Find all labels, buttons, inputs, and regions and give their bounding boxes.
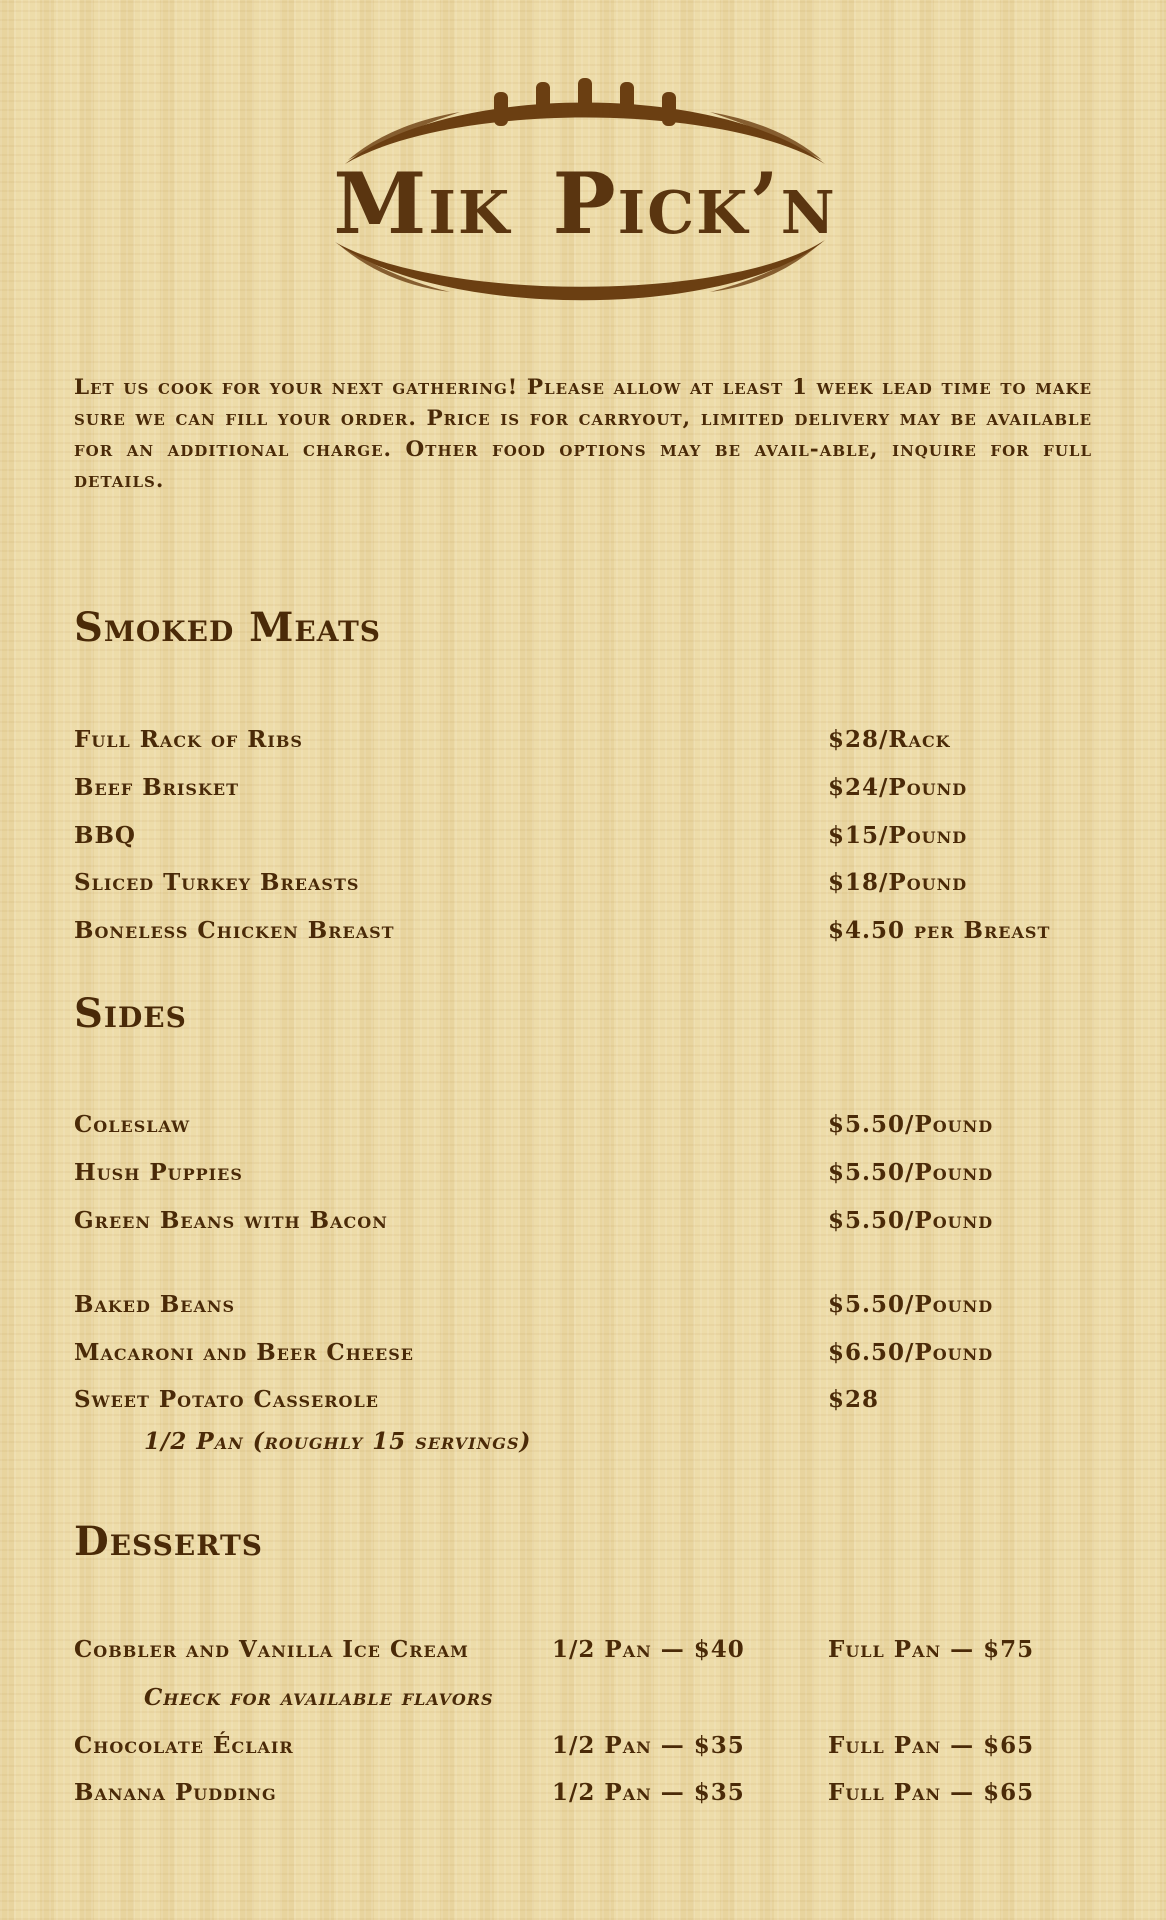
half-pan-price: 1/2 Pan — $35: [552, 1779, 745, 1806]
item-price: $4.50 per Breast: [828, 917, 1051, 944]
item-name: Banana Pudding: [74, 1779, 277, 1806]
menu-item: [74, 1291, 1114, 1335]
logo: [330, 72, 840, 322]
item-name: Hush Puppies: [74, 1159, 243, 1186]
menu-item: [74, 726, 1114, 770]
menu-item: [74, 1779, 1114, 1823]
restaurant-name: Mik Pick’n: [333, 154, 837, 253]
full-pan-price: Full Pan — $65: [828, 1779, 1035, 1806]
menu-item: [74, 822, 1114, 866]
item-note: Check for available flavors: [144, 1684, 494, 1711]
item-price: $6.50/Pound: [828, 1339, 994, 1366]
item-name: Full Rack of Ribs: [74, 726, 303, 753]
intro-paragraph: Let us cook for your next gathering! Please allow at least 1 week lead time to make sure we can fill your order. Price is for carryout, limited delivery may be available for an additional charge. Other food options may be avail-able, inquire for full details.: [74, 375, 1092, 493]
item-name: Boneless Chicken Breast: [74, 917, 395, 944]
item-price: $5.50/Pound: [828, 1159, 994, 1186]
item-name: Cobbler and Vanilla Ice Cream: [74, 1636, 469, 1663]
menu-item: [74, 1732, 1114, 1776]
item-name: Baked Beans: [74, 1291, 236, 1318]
item-price: $24/Pound: [828, 774, 968, 801]
item-note: 1/2 Pan (roughly 15 servings): [144, 1428, 532, 1455]
menu-item: [74, 869, 1114, 913]
menu-item: [74, 1339, 1114, 1383]
section-heading-smoked-meats: Smoked Meats: [74, 604, 382, 651]
item-name: Macaroni and Beer Cheese: [74, 1339, 414, 1366]
item-price: $5.50/Pound: [828, 1207, 994, 1234]
menu-item: [74, 1386, 1114, 1430]
half-pan-price: 1/2 Pan — $35: [552, 1732, 745, 1759]
menu-item: [74, 917, 1114, 961]
item-price: $28/Rack: [828, 726, 951, 753]
menu-item: [74, 1111, 1114, 1155]
item-name: Green Beans with Bacon: [74, 1207, 388, 1234]
item-price: $28: [828, 1386, 880, 1413]
item-price: $15/Pound: [828, 822, 968, 849]
menu-item: [74, 774, 1114, 818]
full-pan-price: Full Pan — $65: [828, 1732, 1035, 1759]
full-pan-price: Full Pan — $75: [828, 1636, 1035, 1663]
item-name: Coleslaw: [74, 1111, 191, 1138]
item-name: Sweet Potato Casserole: [74, 1386, 379, 1413]
item-name: Beef Brisket: [74, 774, 239, 801]
item-price: $5.50/Pound: [828, 1291, 994, 1318]
section-heading-desserts: Desserts: [74, 1518, 264, 1565]
menu-item: [74, 1636, 1114, 1680]
item-name: Sliced Turkey Breasts: [74, 869, 360, 896]
item-price: $5.50/Pound: [828, 1111, 994, 1138]
item-name: Chocolate Éclair: [74, 1732, 294, 1759]
section-heading-sides: Sides: [74, 990, 187, 1037]
menu-item: [74, 1159, 1114, 1203]
item-name: BBQ: [74, 822, 136, 849]
half-pan-price: 1/2 Pan — $40: [552, 1636, 745, 1663]
menu-item: [74, 1207, 1114, 1251]
item-price: $18/Pound: [828, 869, 968, 896]
